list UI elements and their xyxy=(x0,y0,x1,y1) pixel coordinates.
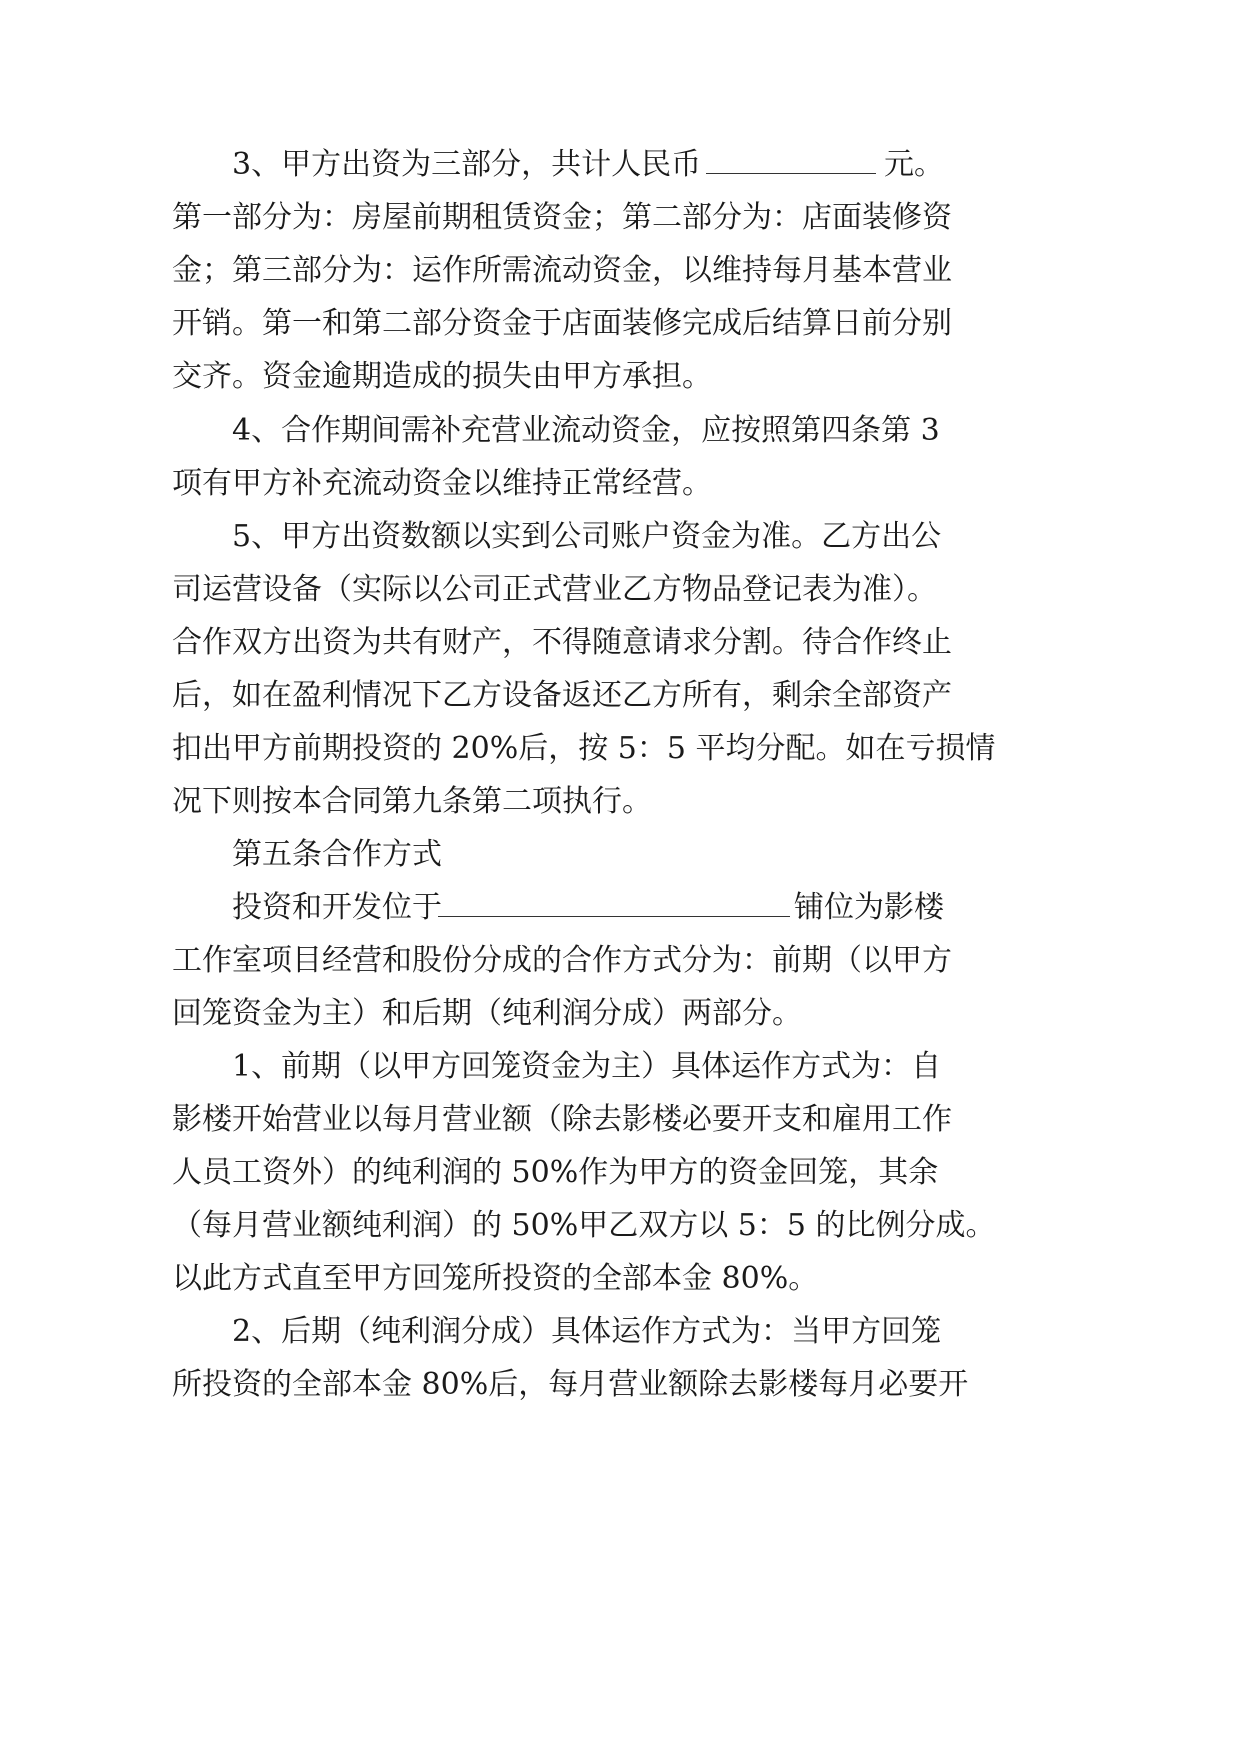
intro-line-3 xyxy=(0,984,1241,1044)
item-1-line-2 xyxy=(0,1090,1241,1150)
paragraph-5-line-2 xyxy=(0,560,1241,620)
text-run: 投资和开发位于 xyxy=(232,890,442,925)
paragraph-5-line-3 xyxy=(0,613,1241,673)
paragraph-4-line-2 xyxy=(0,454,1241,514)
text-run: 后，如在盈利情况下乙方设备返还乙方所有，剩余全部资产 xyxy=(172,678,952,713)
item-2-line-2 xyxy=(0,1355,1241,1415)
text-run: 以此方式直至甲方回笼所投资的全部本金 80%。 xyxy=(172,1261,819,1296)
article-5-heading xyxy=(0,825,1241,885)
location-blank xyxy=(438,882,790,917)
intro-line-2 xyxy=(0,931,1241,991)
text-run: 回笼资金为主）和后期（纯利润分成）两部分。 xyxy=(172,996,802,1031)
paragraph-4-line-1 xyxy=(0,401,1241,461)
item-1-line-4 xyxy=(0,1196,1241,1256)
paragraph-3-line-2 xyxy=(0,188,1241,248)
text-run: 5、甲方出资数额以实到公司账户资金为准。乙方出公 xyxy=(232,519,942,554)
heading-text: 第五条合作方式 xyxy=(232,837,442,872)
text-run: 第一部分为：房屋前期租赁资金；第二部分为：店面装修资 xyxy=(172,200,952,235)
text-run: 金；第三部分为：运作所需流动资金，以维持每月基本营业 xyxy=(172,253,952,288)
text-run: 2、后期（纯利润分成）具体运作方式为：当甲方回笼 xyxy=(232,1314,942,1349)
paragraph-5-line-6 xyxy=(0,772,1241,832)
item-2-line-1 xyxy=(0,1302,1241,1362)
text-run: 司运营设备（实际以公司正式营业乙方物品登记表为准）。 xyxy=(172,572,937,607)
paragraph-5-line-1 xyxy=(0,507,1241,567)
text-run: 项有甲方补充流动资金以维持正常经营。 xyxy=(172,466,712,501)
item-1-line-5 xyxy=(0,1249,1241,1309)
paragraph-3-line-1 xyxy=(0,135,1241,195)
text-run: 况下则按本合同第九条第二项执行。 xyxy=(172,784,652,819)
paragraph-5-line-5 xyxy=(0,719,1241,779)
text-run: 交齐。资金逾期造成的损失由甲方承担。 xyxy=(172,359,712,394)
text-run: 人员工资外）的纯利润的 50%作为甲方的资金回笼，其余 xyxy=(172,1155,939,1190)
item-1-line-1 xyxy=(0,1037,1241,1097)
text-run: 4、合作期间需补充营业流动资金，应按照第四条第 3 xyxy=(232,413,940,448)
text-run: 铺位为影楼 xyxy=(794,890,944,925)
text-run: 所投资的全部本金 80%后，每月营业额除去影楼每月必要开 xyxy=(172,1367,969,1402)
text-run: 元。 xyxy=(884,147,944,182)
paragraph-3-line-3 xyxy=(0,241,1241,301)
intro-line-1 xyxy=(0,878,1241,938)
text-run: （每月营业额纯利润）的 50%甲乙双方以 5：5 的比例分成。 xyxy=(172,1208,996,1243)
text-run: 开销。第一和第二部分资金于店面装修完成后结算日前分别 xyxy=(172,306,952,341)
paragraph-5-line-4 xyxy=(0,666,1241,726)
text-run: 合作双方出资为共有财产，不得随意请求分割。待合作终止 xyxy=(172,625,952,660)
text-run: 1、前期（以甲方回笼资金为主）具体运作方式为：自 xyxy=(232,1049,942,1084)
paragraph-3-line-4 xyxy=(0,294,1241,354)
text-run: 扣出甲方前期投资的 20%后，按 5：5 平均分配。如在亏损情 xyxy=(172,731,996,766)
amount-blank xyxy=(706,139,876,174)
item-1-line-3 xyxy=(0,1143,1241,1203)
text-run: 影楼开始营业以每月营业额（除去影楼必要开支和雇用工作 xyxy=(172,1102,952,1137)
paragraph-3-line-5 xyxy=(0,347,1241,407)
text-run: 工作室项目经营和股份分成的合作方式分为：前期（以甲方 xyxy=(172,943,952,978)
text-run: 3、甲方出资为三部分，共计人民币 xyxy=(232,147,702,182)
